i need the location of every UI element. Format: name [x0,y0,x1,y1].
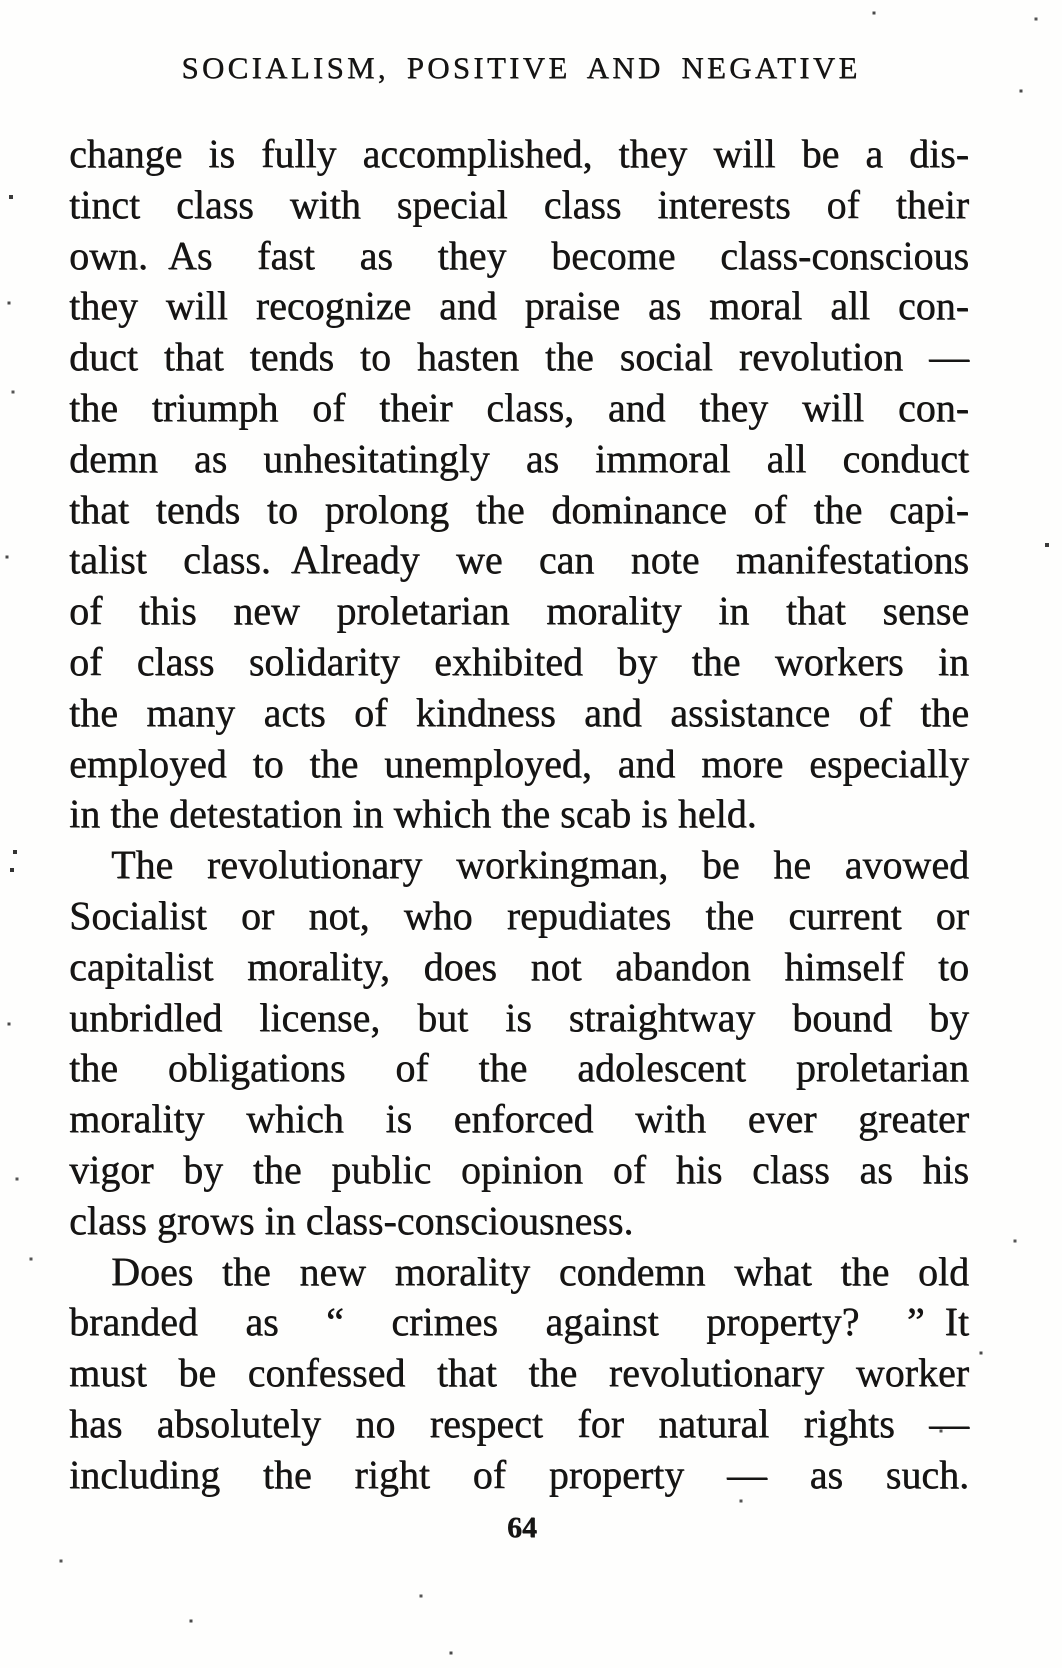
text-line: including the right of property — as such. [69,1451,969,1497]
text-line: must be confessed that the revolutionary worker [69,1350,969,1396]
text-line: unbridled license, but is straightway bound by [69,994,969,1040]
text-line: in the detestation in which the scab is held. [69,791,757,837]
text-line: tinct class with special class interests of their [69,181,969,227]
text-line: the triumph of their class, and they will con- [69,384,969,430]
text-line: that tends to prolong the dominance of the capi- [69,486,969,532]
page-number: 64 [507,1511,537,1544]
text-line: demn as unhesitatingly as immoral all conduct [69,435,969,481]
text-line: morality which is enforced with ever greater [69,1096,969,1142]
text-line: of this new proletarian morality in that sense [69,588,969,634]
text-line: talist class. Already we can note manifestations [69,537,969,583]
text-line: The revolutionary workingman, be he avowed [111,842,969,888]
text-line: the obligations of the adolescent proletarian [69,1045,969,1091]
running-header: SOCIALISM, POSITIVE AND NEGATIVE [181,50,861,85]
text-line: capitalist morality, does not abandon himself to [69,943,969,989]
body-text [69,129,969,1501]
text-line: duct that tends to hasten the social revolution — [69,334,969,380]
text-line: Does the new morality condemn what the old [111,1248,969,1294]
text-line: Socialist or not, who repudiates the current or [69,892,969,938]
text-line: vigor by the public opinion of his class as his [69,1146,969,1192]
text-line: branded as “ crimes against property? ” It [69,1299,969,1345]
text-line: of class solidarity exhibited by the workers in [69,638,969,684]
text-line: employed to the unemployed, and more especially [69,740,969,786]
text-line: the many acts of kindness and assistance of the [69,689,969,735]
text-line: change is fully accomplished, they will be a dis- [69,131,969,176]
scan-noise [0,0,2,2]
text-line: class grows in class-consciousness. [69,1197,634,1243]
text-line: own. As fast as they become class-conscious [69,232,969,278]
text-line: they will recognize and praise as moral all con- [69,283,969,329]
text-line: has absolutely no respect for natural rights — [69,1400,969,1446]
